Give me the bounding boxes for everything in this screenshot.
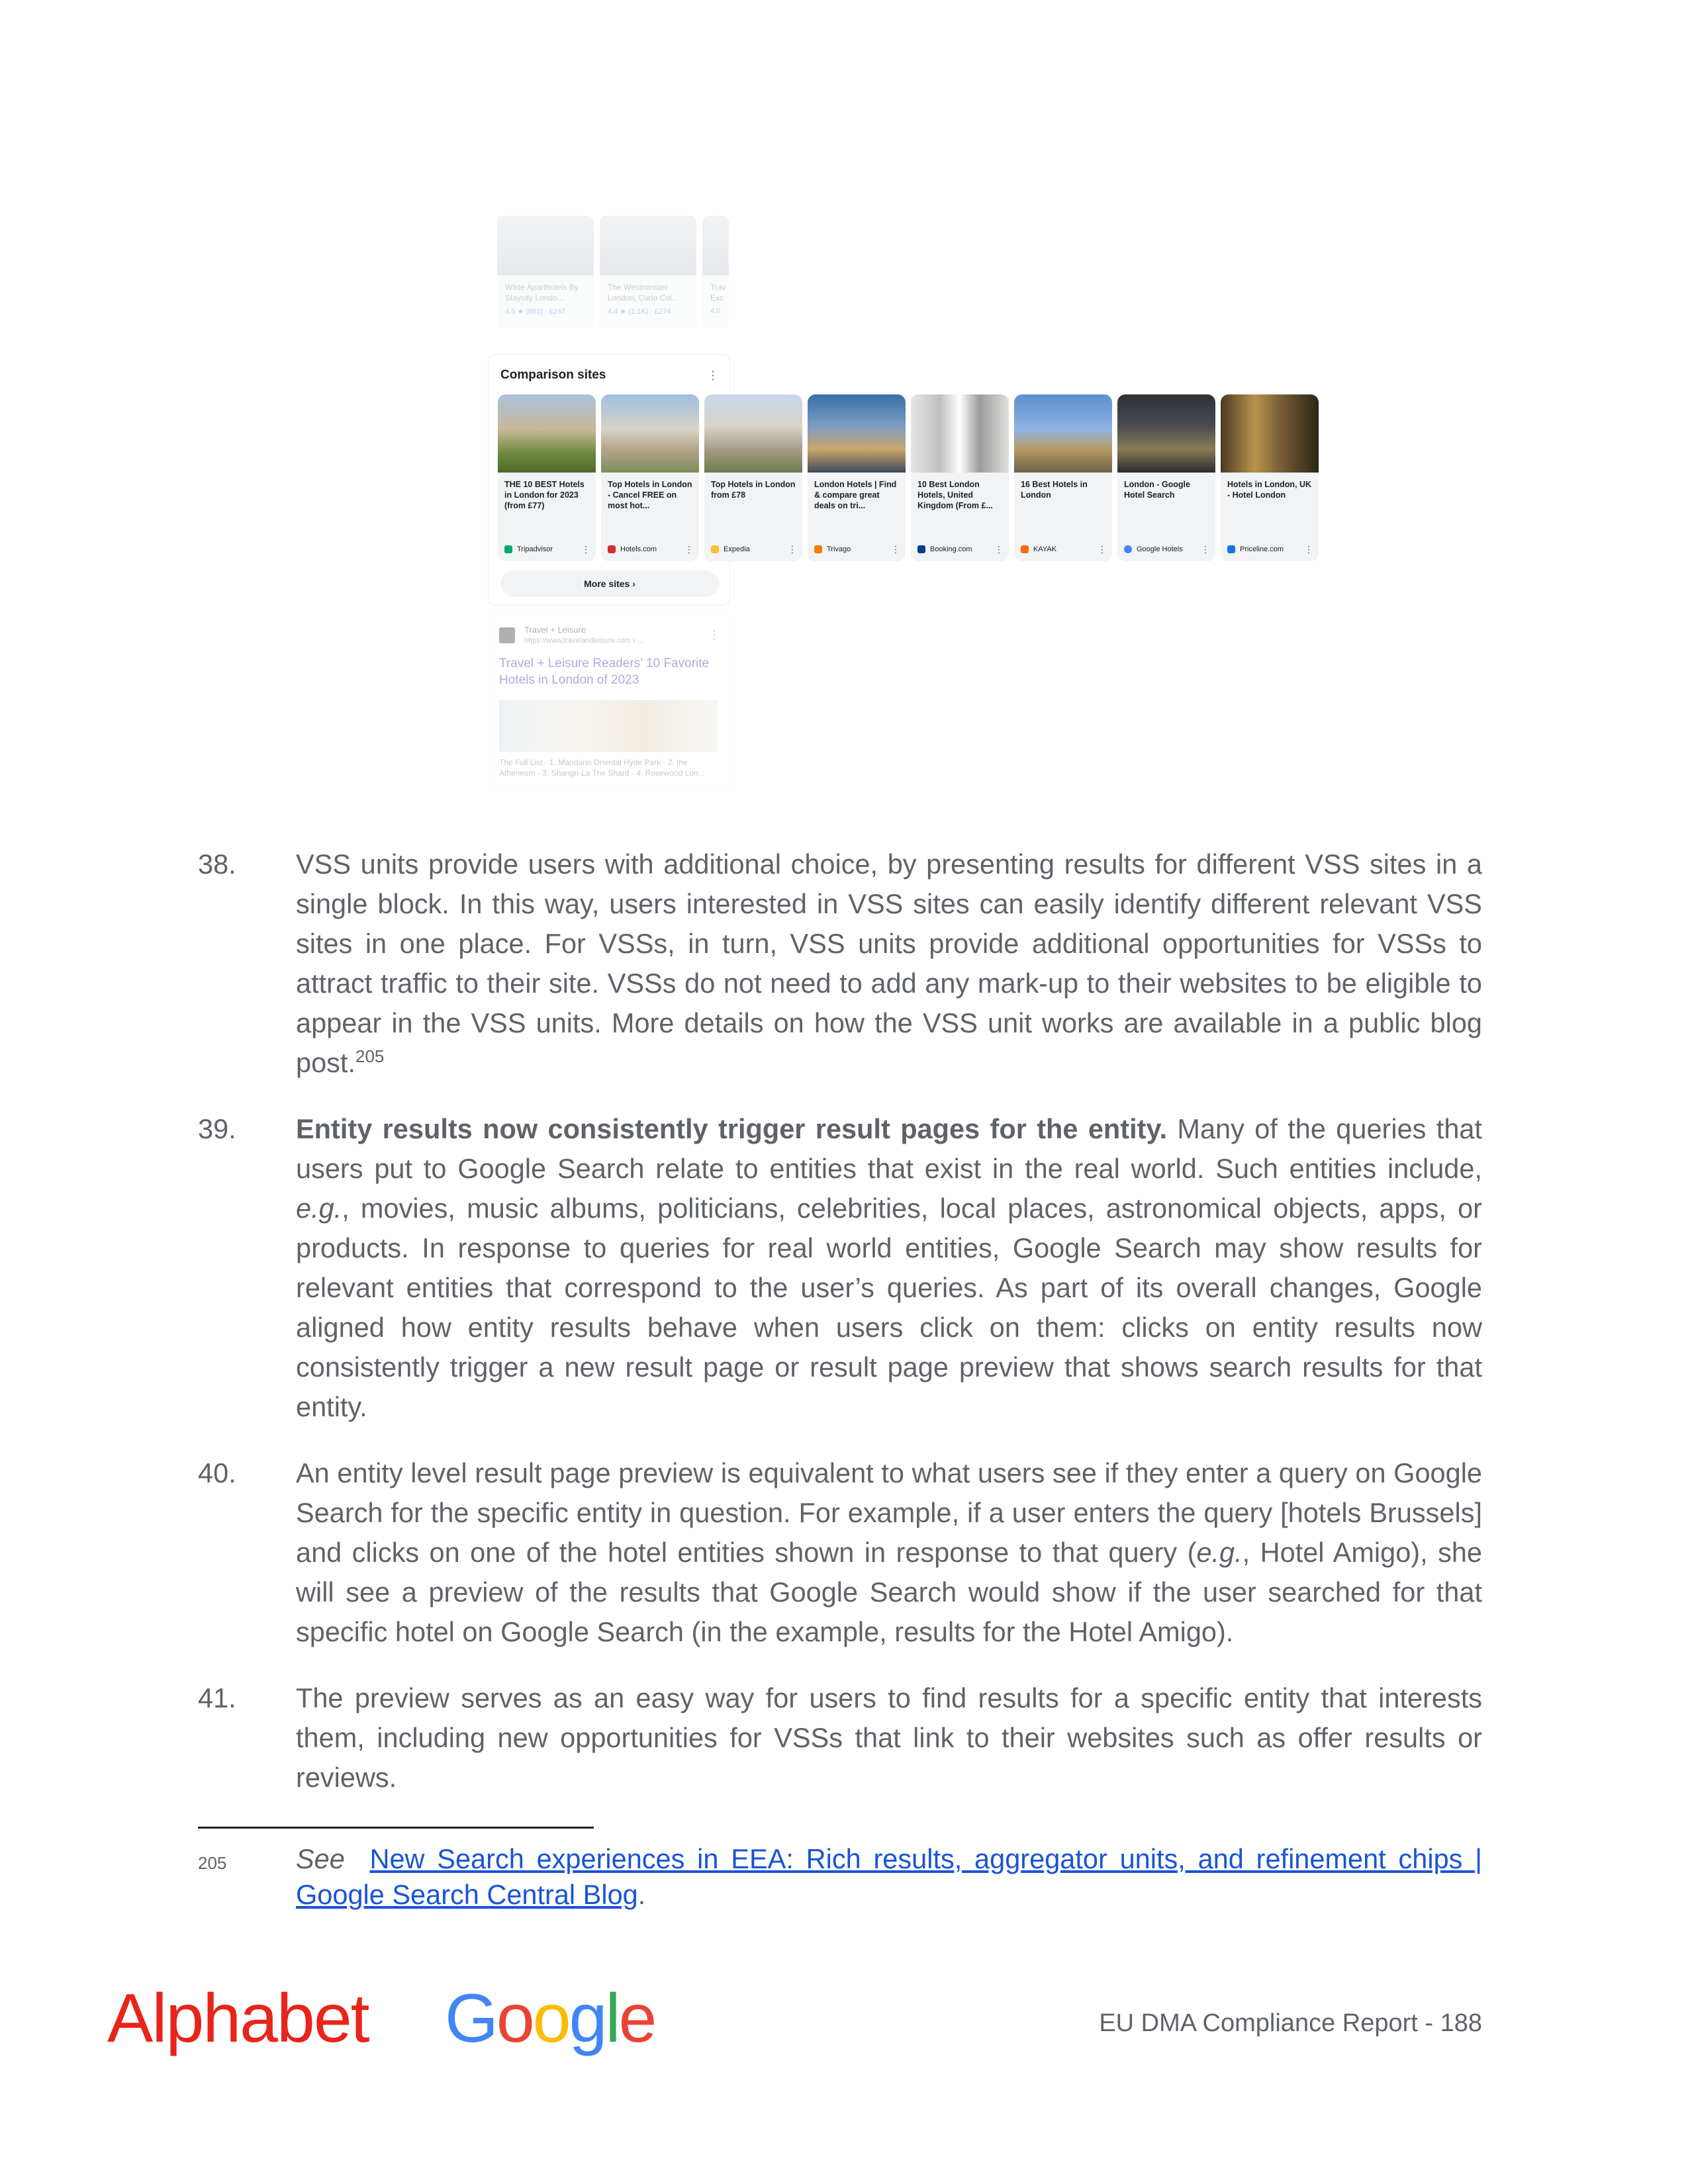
- more-options-icon[interactable]: ⋮: [684, 543, 694, 555]
- hotel-rating: 4.5 ★ (881) · £247: [505, 308, 566, 316]
- hotel-name: Trav Exc: [710, 283, 726, 302]
- paragraph-text: An entity level result page preview is equivalent to what users see if they enter a query on Google Search for the specific entity in question. For example, if a user enters the query [hotels Brussels] and clicks on one of the hotel entities shown in response to that query (: [296, 1457, 1482, 1568]
- comparison-sites-title: Comparison sites: [500, 368, 606, 382]
- paragraph-text: , Hotel Amigo), she will see a preview of the results that Google Search would show if the user searched for that specific hotel on Google Search (in the example, results for the Hotel Amigo).: [296, 1537, 1482, 1647]
- footnote-205: [198, 1841, 1482, 1913]
- more-options-icon[interactable]: ⋮: [788, 543, 797, 555]
- comparison-card-priceline[interactable]: [1221, 394, 1319, 561]
- alphabet-logo: Alphabet: [107, 1980, 369, 2057]
- paragraph-heading: Entity results now consistently trigger result pages for the entity.: [296, 1113, 1167, 1144]
- hotel-photo: [497, 216, 594, 275]
- card-image: [1014, 394, 1112, 473]
- google-logo-letter: G: [445, 1980, 496, 2057]
- more-options-icon[interactable]: ⋮: [994, 543, 1004, 555]
- comparison-card-booking[interactable]: [911, 394, 1009, 561]
- paragraph-number: 38.: [198, 848, 236, 880]
- footnote-ref[interactable]: 205: [355, 1046, 385, 1067]
- google-icon: [1124, 545, 1132, 553]
- eg-text: e.g.: [296, 1193, 342, 1224]
- card-title: Top Hotels in London - Cancel FREE on most hot...: [608, 480, 692, 510]
- google-logo-letter: g: [569, 1980, 606, 2057]
- booking-icon: [917, 545, 925, 553]
- card-image: [911, 394, 1009, 473]
- card-source: Priceline.com: [1240, 545, 1284, 553]
- more-options-icon[interactable]: ⋮: [1304, 543, 1313, 555]
- paragraph-text: Many of the queries that users put to Google Search relate to entities that exist in the real world. Such entities include,: [296, 1113, 1483, 1184]
- result-source: Travel + Leisure: [524, 625, 586, 635]
- card-image: [1117, 394, 1215, 473]
- card-title: 16 Best Hotels in London: [1021, 480, 1088, 500]
- footnote-number: 205: [198, 1853, 227, 1873]
- footnote-see: See: [296, 1843, 345, 1874]
- more-options-icon[interactable]: ⋮: [707, 369, 719, 382]
- hotel-name: The Westminster London, Curio Col...: [608, 283, 679, 302]
- google-logo-letter: o: [496, 1980, 533, 2057]
- hotel-card[interactable]: [702, 216, 729, 328]
- card-source: Hotels.com: [620, 545, 657, 553]
- eg-text: e.g.: [1196, 1537, 1243, 1568]
- google-logo: [445, 1979, 655, 2058]
- result-url: https://www.travelandleisure.com › ...: [524, 637, 643, 645]
- hotel-card[interactable]: [600, 216, 696, 328]
- card-image: [704, 394, 802, 473]
- card-source: Expedia: [724, 545, 750, 553]
- comparison-card-kayak[interactable]: [1014, 394, 1112, 561]
- comparison-card-trivago[interactable]: [808, 394, 906, 561]
- card-title: 10 Best London Hotels, United Kingdom (From £...: [917, 480, 993, 510]
- card-title: London Hotels | Find & compare great deals on tri...: [814, 480, 897, 510]
- report-page-label: EU DMA Compliance Report - 188: [1099, 2009, 1482, 2037]
- card-source: Booking.com: [930, 545, 972, 553]
- site-favicon-icon: [499, 627, 515, 643]
- comparison-card-hotels-com[interactable]: [601, 394, 699, 561]
- card-image: [808, 394, 906, 473]
- card-source: Google Hotels: [1137, 545, 1183, 553]
- more-options-icon[interactable]: ⋮: [891, 543, 900, 555]
- hotel-rating: 4.0: [710, 307, 721, 315]
- comparison-card-expedia[interactable]: [704, 394, 802, 561]
- result-snippet: The Full List · 1. Mandarin Oriental Hyde Park · 2. the Atheneum · 3. Shangri-La The Shard · 4. Rosewood Lon...: [499, 758, 705, 778]
- card-image: [601, 394, 699, 473]
- card-title: Hotels in London, UK - Hotel London: [1227, 480, 1312, 500]
- expedia-icon: [711, 545, 719, 553]
- result-image-strip: [499, 700, 718, 752]
- tripadvisor-icon: [504, 545, 512, 553]
- paragraph-38: [198, 844, 1482, 1083]
- footnote-divider: [198, 1827, 594, 1829]
- hotel-name: Wilde Aparthotels By Staycity Londo...: [505, 283, 579, 302]
- result-title[interactable]: Travel + Leisure Readers' 10 Favorite Hotels in London of 2023: [499, 657, 710, 687]
- paragraph-text: The preview serves as an easy way for users to find results for a specific entity that interests them, including new opportunities for VSSs that link to their websites such as offer results or reviews.: [296, 1682, 1482, 1793]
- hotel-photo: [600, 216, 696, 275]
- card-image: [1221, 394, 1319, 473]
- hotel-rating: 4.4 ★ (1.1K) · £274: [608, 308, 671, 316]
- hotels-com-icon: [608, 545, 616, 553]
- google-logo-letter: l: [605, 1980, 619, 2057]
- trivago-icon: [814, 545, 822, 553]
- more-options-icon[interactable]: ⋮: [581, 543, 590, 555]
- card-title: London - Google Hotel Search: [1124, 480, 1190, 500]
- more-options-icon[interactable]: ⋮: [1098, 543, 1107, 555]
- paragraph-text: , movies, music albums, politicians, celebrities, local places, astronomical objects, apps, or products. In response to queries for real world entities, Google Search may show results for relevant entities that correspond to the user’s queries. As part of its overall changes, Google aligned how entity results behave when users click on them: clicks on entity results now consistently trigger a new result page or result page preview that shows search results for that entity.: [296, 1193, 1482, 1422]
- hotel-card[interactable]: [497, 216, 594, 328]
- comparison-card-tripadvisor[interactable]: [498, 394, 596, 561]
- priceline-icon: [1227, 545, 1235, 553]
- more-sites-button[interactable]: More sites ›: [500, 570, 719, 597]
- paragraph-text: VSS units provide users with additional choice, by presenting results for different VSS sites in a single block. In this way, users interested in VSS sites can easily identify different relevant VSS sites in one place. For VSSs, in turn, VSS units provide additional opportunities for VSSs to attract traffic to their site. VSSs do not need to add any mark-up to their websites to be eligible to appear in the VSS units. More details on how the VSS unit works are available in a public blog post.: [296, 848, 1482, 1078]
- card-source: KAYAK: [1033, 545, 1057, 553]
- more-options-icon[interactable]: ⋮: [708, 628, 720, 641]
- footnote-link[interactable]: New Search experiences in EEA: Rich results, aggregator units, and refinement chips | Google Search Central Blog: [296, 1843, 1482, 1910]
- kayak-icon: [1021, 545, 1029, 553]
- paragraph-41: [198, 1678, 1482, 1797]
- card-title: Top Hotels in London from £78: [711, 480, 796, 500]
- google-logo-letter: e: [618, 1980, 655, 2057]
- card-source: Tripadvisor: [517, 545, 553, 553]
- google-logo-letter: o: [532, 1980, 569, 2057]
- paragraph-number: 41.: [198, 1682, 236, 1713]
- footnote-period: .: [637, 1879, 646, 1910]
- hotel-photo: [702, 216, 729, 275]
- card-title: THE 10 BEST Hotels in London for 2023 (from £77): [504, 480, 585, 510]
- paragraph-39: [198, 1109, 1482, 1427]
- card-source: Trivago: [827, 545, 851, 553]
- more-options-icon[interactable]: ⋮: [1201, 543, 1210, 555]
- paragraph-number: 40.: [198, 1457, 236, 1488]
- card-image: [498, 394, 596, 473]
- comparison-card-google-hotels[interactable]: [1117, 394, 1215, 561]
- paragraph-number: 39.: [198, 1113, 236, 1144]
- paragraph-40: [198, 1453, 1482, 1652]
